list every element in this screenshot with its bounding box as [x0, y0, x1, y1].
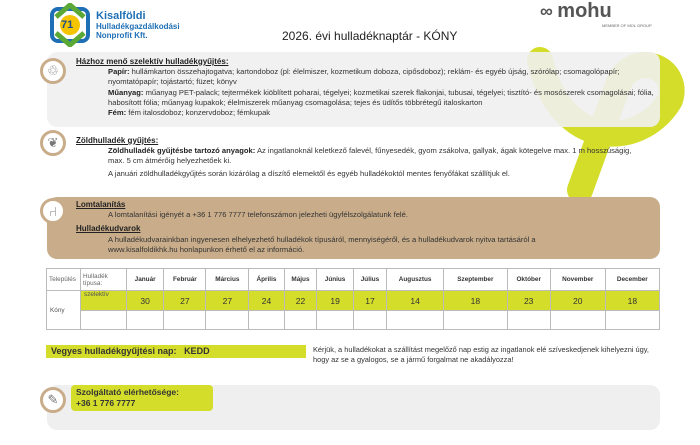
empty-cell: [206, 311, 249, 330]
yards-heading: Hulladékudvarok: [76, 224, 141, 234]
page-title: 2026. évi hulladéknaptár - KÓNY: [282, 29, 458, 43]
recycle-icon: ♲: [40, 58, 66, 84]
mixed-label: Vegyes hulladékgyűjtési nap:: [51, 346, 177, 356]
empty-cell: [284, 311, 317, 330]
green-label: Zöldhulladék gyűjtésbe tartozó anyagok:: [108, 146, 256, 156]
collection-day: 14: [387, 291, 444, 311]
collection-day: 22: [284, 291, 317, 311]
empty-cell: [444, 311, 507, 330]
green-text: Az ingatlanoknál keletkező falevél, fűnyesedék, gyom zsákolva, gallyak, ágak kötegelve max. 1 m hosszúságig, max. 5 cm átmérőig helyezhetőek ki.: [108, 146, 632, 166]
mohu-logo: [540, 0, 660, 28]
mixed-day-bar: [46, 345, 306, 358]
table-row-empty: [47, 311, 660, 330]
month-header: Május: [284, 269, 317, 291]
empty-cell: [387, 311, 444, 330]
empty-cell: [164, 311, 206, 330]
schedule-table: [46, 268, 660, 330]
selective-section: [76, 57, 656, 118]
collection-day: 27: [206, 291, 249, 311]
company-logo: [48, 3, 92, 47]
month-header: Június: [317, 269, 354, 291]
metal-text: fém italosdoboz; konzervdoboz; fémkupak: [126, 108, 271, 118]
empty-cell: [249, 311, 285, 330]
org-name-3: Nonprofit Kft.: [96, 31, 148, 40]
month-header: Augusztus: [387, 269, 444, 291]
collection-day: 30: [127, 291, 164, 311]
month-header: Október: [507, 269, 550, 291]
settlement-cell: Kóny: [47, 291, 81, 330]
plastic-label: Műanyag:: [108, 87, 144, 97]
month-header: Január: [127, 269, 164, 291]
empty-cell: [550, 311, 605, 330]
org-name-2: Hulladékgazdálkodási: [96, 22, 180, 31]
table-header-row: [47, 269, 660, 291]
month-header: Szeptember: [444, 269, 507, 291]
empty-cell: [507, 311, 550, 330]
contact-label: Szolgáltató elérhetősége:: [76, 387, 179, 397]
plastic-text: műanyag PET-palack; tejtermékek kiöblített poharai, tégelyei; kozmetikai szerek flakonjai, tubusai, tégelyei; tisztító- és mosószerek csomagolásai; fólia, habosított fólia; műanyag kupakok; élelmiszerek műanyag csomagolása; tejes és üdítős többrétegű italoskarton: [108, 87, 654, 107]
month-header: Március: [206, 269, 249, 291]
empty-cell: [353, 311, 386, 330]
contact-label-box: [71, 385, 213, 411]
collection-day: 18: [444, 291, 507, 311]
contact-phone[interactable]: +36 1 776 7777: [76, 398, 136, 408]
selective-heading: Házhoz menő szelektív hulladékgyűjtés:: [76, 57, 229, 66]
green-heading: Zöldhulladék gyűjtés:: [76, 136, 159, 145]
org-name-1: Kisalföldi: [96, 10, 146, 22]
contact-icon: ✎: [40, 387, 66, 413]
header-type: Hulladék típusa:: [81, 269, 127, 291]
armchair-icon: ⑁: [40, 198, 66, 224]
leaf-icon: ❦: [40, 130, 66, 156]
mixed-day: KEDD: [184, 346, 210, 356]
month-header: December: [605, 269, 659, 291]
empty-cell: [317, 311, 354, 330]
month-header: Április: [249, 269, 285, 291]
bulky-heading: Lomtalanítás: [76, 200, 126, 209]
collection-day: 23: [507, 291, 550, 311]
type-cell: szelektív: [81, 291, 127, 311]
empty-cell: [127, 311, 164, 330]
header-settlement: Település: [47, 269, 81, 291]
month-header: November: [550, 269, 605, 291]
paper-text: hullámkarton összehajtogatva; kartondoboz (pl: élelmiszer, kozmetikum doboza, cipősdoboz); reklám- és egyéb újság, szórólap; csomagolópapír; nyomtatópapír; tojástartó; füzet; könyv: [108, 67, 620, 87]
green-note: A januári zöldhulladékgyűjtés során kizárólag a díszítő elemektől és egyéb hulladékoktól mentes fenyőfákat szállítjuk el.: [108, 168, 510, 178]
green-waste-section: [76, 136, 646, 179]
collection-day: 19: [317, 291, 354, 311]
metal-label: Fém:: [108, 108, 127, 118]
mohu-symbol-icon: ∞: [540, 1, 553, 21]
collection-day: 27: [164, 291, 206, 311]
collection-day: 20: [550, 291, 605, 311]
table-row: [47, 291, 660, 311]
yards-text: A hulladékudvarainkban ingyenesen elhelyezhető hulladékok típusáról, mennyiségéről, és a hulladékudvarok nyitva tartásáról a www.kisalfoldikhk.hu honlapunkon érhető el az információ.: [108, 234, 536, 254]
logo-number: 71: [61, 19, 74, 31]
mixed-note: Kérjük, a hulladékokat a szállítást megelőző nap estig az ingatlanok elé szíveskedjenek kihelyezni úgy, hogy az se a gyalogos, se a jármű forgalmat ne akadályozza!: [313, 345, 649, 364]
empty-cell: [605, 311, 659, 330]
paper-label: Papír:: [108, 67, 130, 77]
mohu-wordmark: mohu: [557, 0, 612, 22]
bulky-text: A lomtalanítási igényét a +36 1 776 7777 telefonszámon jelezheti ügyfélszolgálatunk felé.: [108, 210, 408, 220]
month-header: Február: [164, 269, 206, 291]
collection-day: 24: [249, 291, 285, 311]
collection-day: 17: [353, 291, 386, 311]
mohu-tagline: MEMBER OF MOL GROUP: [602, 23, 652, 28]
month-header: Július: [353, 269, 386, 291]
collection-day: 18: [605, 291, 659, 311]
bulky-section: [76, 200, 646, 255]
